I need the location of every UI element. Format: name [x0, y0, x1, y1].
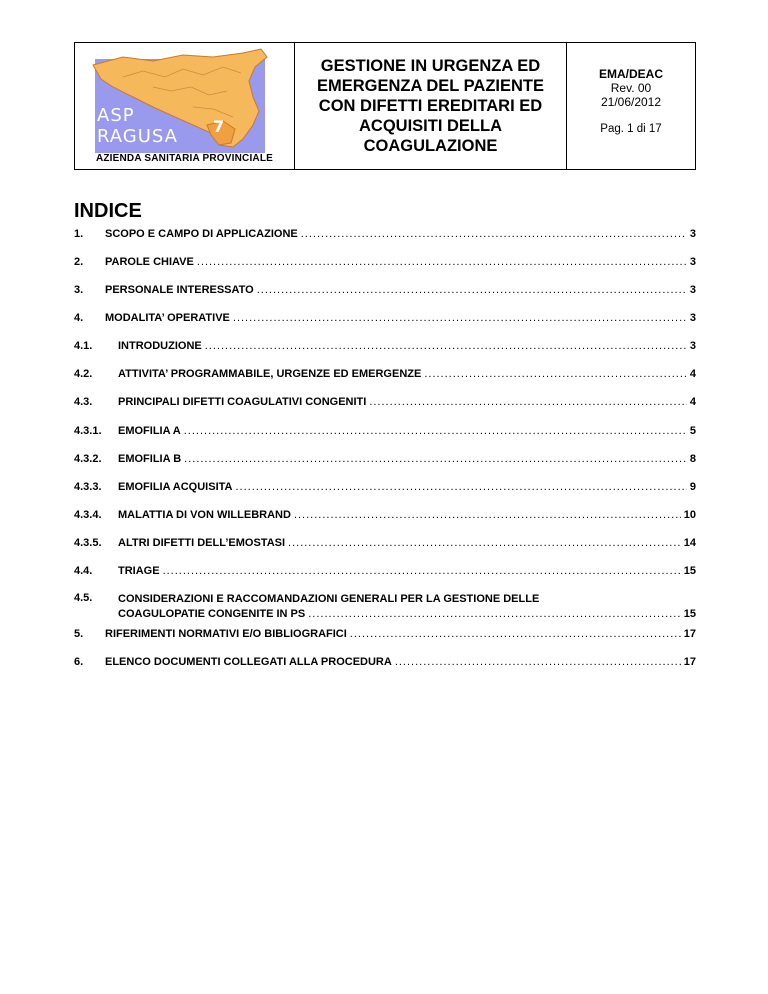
revision: Rev. 00: [610, 81, 652, 95]
toc-dot-leader: [395, 656, 681, 668]
toc-label: EMOFILIA B: [118, 453, 182, 465]
organization-name: AZIENDA SANITARIA PROVINCIALE: [95, 153, 274, 164]
toc-entry[interactable]: [74, 228, 696, 242]
toc-number: 3.: [74, 284, 84, 296]
logo-text-asp: ASP: [97, 105, 135, 126]
toc-dot-leader: [294, 509, 681, 521]
toc-dot-leader: [424, 368, 687, 380]
toc-page-number: 3: [689, 256, 696, 268]
toc-number: 1.: [74, 228, 84, 240]
toc-page-number: 15: [683, 565, 696, 577]
toc-page-number: 15: [683, 608, 696, 620]
toc-page-number: 17: [683, 656, 696, 668]
toc-page-number: 3: [689, 284, 696, 296]
toc-dot-leader: [308, 607, 681, 622]
toc-entry[interactable]: [74, 656, 696, 670]
toc-page-number: 3: [689, 312, 696, 324]
toc-label: ATTIVITA’ PROGRAMMABILE, URGENZE ED EMERGENZE: [118, 368, 422, 380]
toc-number: 2.: [74, 256, 84, 268]
document-code: EMA/DEAC: [598, 67, 663, 81]
toc-number: 4.3.2.: [74, 453, 102, 465]
toc-dot-leader: [233, 312, 687, 324]
document-title: GESTIONE IN URGENZA ED EMERGENZA DEL PAZIENTE CON DIFETTI EREDITARI ED ACQUISITI DELLA COAGULAZIONE: [316, 57, 545, 155]
toc-dot-leader: [184, 453, 687, 465]
toc-number: 4.1.: [74, 340, 93, 352]
toc-number: 4.2.: [74, 368, 93, 380]
toc-entry[interactable]: [74, 537, 696, 551]
toc-page-number: 9: [689, 481, 696, 493]
revision-date: 21/06/2012: [600, 95, 662, 109]
asp-ragusa-logo: [83, 47, 289, 169]
toc-number: 4.: [74, 312, 84, 324]
toc-entry[interactable]: [74, 396, 696, 410]
toc-dot-leader: [369, 396, 687, 408]
toc-entry[interactable]: [74, 425, 696, 439]
toc-number: 5.: [74, 628, 84, 640]
toc-label: INTRODUZIONE: [118, 340, 202, 352]
toc-entry[interactable]: [74, 368, 696, 382]
toc-label: CONSIDERAZIONI E RACCOMANDAZIONI GENERALI PER LA GESTIONE DELLE: [118, 593, 540, 605]
toc-page-number: 3: [689, 228, 696, 240]
toc-dot-leader: [257, 284, 687, 296]
toc-dot-leader: [350, 628, 681, 640]
toc-entry[interactable]: [74, 509, 696, 523]
page-number: Pag. 1 di 17: [600, 123, 662, 135]
toc-page-number: 4: [689, 368, 696, 380]
logo-number: 7: [213, 117, 225, 136]
toc-label: TRIAGE: [118, 565, 160, 577]
toc-entry[interactable]: [74, 340, 696, 354]
toc-label: SCOPO E CAMPO DI APPLICAZIONE: [105, 228, 298, 240]
toc-label: MALATTIA DI VON WILLEBRAND: [118, 509, 291, 521]
toc-number: 4.5.: [74, 592, 93, 604]
toc-label: ELENCO DOCUMENTI COLLEGATI ALLA PROCEDURA: [105, 656, 392, 668]
logo-cell: [75, 43, 295, 169]
toc-page-number: 5: [689, 425, 696, 437]
toc-number: 4.3.5.: [74, 537, 102, 549]
toc-label: PRINCIPALI DIFETTI COAGULATIVI CONGENITI: [118, 396, 367, 408]
toc-number: 4.3.1.: [74, 425, 102, 437]
toc-label: PAROLE CHIAVE: [105, 256, 194, 268]
toc-number: 4.3.4.: [74, 509, 102, 521]
toc-dot-leader: [235, 481, 686, 493]
meta-cell: [567, 43, 695, 169]
toc-entry[interactable]: [74, 312, 696, 326]
toc-number: 4.3.3.: [74, 481, 102, 493]
toc-dot-leader: [288, 537, 681, 549]
toc-dot-leader: [205, 340, 687, 352]
toc-number: 6.: [74, 656, 84, 668]
toc-entry[interactable]: [74, 592, 696, 622]
toc-entry[interactable]: [74, 481, 696, 495]
toc-dot-leader: [197, 256, 687, 268]
toc-number: 4.3.: [74, 396, 93, 408]
toc-page-number: 3: [689, 340, 696, 352]
toc-page-number: 10: [683, 509, 696, 521]
toc-entry[interactable]: [74, 453, 696, 467]
toc-entry[interactable]: [74, 565, 696, 579]
index-heading: INDICE: [74, 200, 142, 222]
toc-number: 4.4.: [74, 565, 93, 577]
toc-dot-leader: [184, 425, 687, 437]
logo-text-ragusa: RAGUSA: [97, 126, 178, 147]
toc-label: EMOFILIA A: [118, 425, 181, 437]
toc-label: RIFERIMENTI NORMATIVI E/O BIBLIOGRAFICI: [105, 628, 347, 640]
toc-dot-leader: [163, 565, 681, 577]
toc-dot-leader: [301, 228, 687, 240]
toc-label-continued: COAGULOPATIE CONGENITE IN PS: [118, 608, 306, 620]
title-cell: [295, 43, 567, 169]
toc-page-number: 17: [683, 628, 696, 640]
toc-page-number: 14: [683, 537, 696, 549]
toc-page-number: 4: [689, 396, 696, 408]
toc-label: EMOFILIA ACQUISITA: [118, 481, 233, 493]
toc-label: MODALITA’ OPERATIVE: [105, 312, 230, 324]
document-header: [74, 42, 696, 170]
toc-label: PERSONALE INTERESSATO: [105, 284, 254, 296]
toc-entry[interactable]: [74, 256, 696, 270]
toc-entry[interactable]: [74, 284, 696, 298]
toc-page-number: 8: [689, 453, 696, 465]
toc-entry[interactable]: [74, 628, 696, 642]
toc-label: ALTRI DIFETTI DELL’EMOSTASI: [118, 537, 286, 549]
